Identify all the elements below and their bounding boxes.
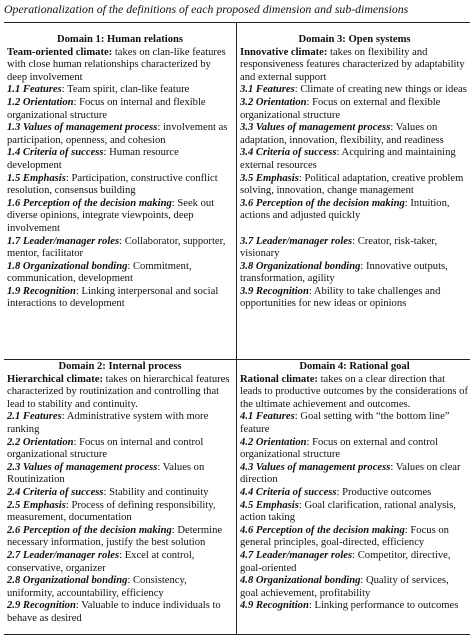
domain-3-definition xyxy=(240,47,469,85)
item-2-7 xyxy=(7,550,233,575)
item-text: : Participation, constructive conflict resolution, consensus building xyxy=(7,172,218,197)
item-label: 2.6 Perception of the decision making xyxy=(7,524,172,536)
item-2-5 xyxy=(7,500,233,525)
item-label: 4.5 Emphasis xyxy=(240,499,299,511)
item-label: 3.6 Perception of the decision making xyxy=(240,197,405,209)
item-text: : Seek out diverse opinions, integrate viewpoints, deep involvement xyxy=(7,197,215,234)
item-text: : Determine necessary information, justify the best solution xyxy=(7,524,223,549)
item-text: : Goal clarification, rational analysis, action taking xyxy=(240,499,456,524)
domain-2-climate-text: takes on hierarchical features characterized by routinization and controlling that lead to stability and continuity. xyxy=(7,373,230,410)
table-top-rule xyxy=(4,22,470,23)
item-4-4 xyxy=(240,487,469,500)
item-2-1 xyxy=(7,411,233,436)
item-label: 4.6 Perception of the decision making xyxy=(240,524,405,536)
item-label: 3.7 Leader/manager roles xyxy=(240,235,353,247)
item-4-8 xyxy=(240,575,469,600)
item-label: 1.8 Organizational bonding xyxy=(7,260,128,272)
item-3-6 xyxy=(240,198,469,223)
item-4-7 xyxy=(240,550,469,575)
item-label: 2.4 Criteria of success xyxy=(7,486,104,498)
item-text: : Values on adaptation, innovation, flexibility, and readiness xyxy=(240,122,444,146)
item-4-6 xyxy=(240,525,469,550)
table-bottom-rule xyxy=(4,634,470,635)
item-1-5 xyxy=(7,173,233,198)
domain-2-cell xyxy=(7,361,233,625)
item-text: : Political adaptation, creative problem solving, innovation, change management xyxy=(240,172,464,197)
domain-1-heading: Domain 1: Human relations xyxy=(56,34,184,45)
item-text: : Focus on internal and flexible organizational structure xyxy=(7,96,206,121)
domain-1-cell xyxy=(7,34,233,311)
item-text: : Acquiring and maintaining external resources xyxy=(240,147,456,171)
domain-3-cell xyxy=(240,34,469,311)
item-label: 3.2 Orientation xyxy=(240,96,307,108)
domain-1-climate-text: takes on clan-like features with close human relationships characterized by deep involvement xyxy=(7,46,226,83)
item-text: : Linking interpersonal and social interactions to development xyxy=(7,285,219,310)
item-3-2 xyxy=(240,97,469,122)
item-text: : Climate of creating new things or ideas xyxy=(294,84,467,96)
item-label: 1.5 Emphasis xyxy=(7,172,66,184)
item-text: : Collaborator, supporter, mentor, facilitator xyxy=(7,235,226,260)
item-text: : Administrative system with more ranking xyxy=(7,411,209,435)
item-label: 1.3 Values of management process xyxy=(7,122,158,134)
item-text: : Quality of services, goal achievement, profitability xyxy=(240,575,449,599)
item-label: 2.9 Recognition xyxy=(7,600,76,612)
item-label: 1.6 Perception of the decision making xyxy=(7,197,172,209)
item-label: 4.1 Features xyxy=(240,411,295,423)
item-label: 3.3 Values of management process xyxy=(240,122,391,134)
domain-3-climate-label: Innovative climate: xyxy=(240,46,328,58)
domain-1-climate-label: Team-oriented climate: xyxy=(7,46,113,58)
item-label: 2.7 Leader/manager roles xyxy=(7,549,120,561)
item-1-8 xyxy=(7,261,233,286)
item-text: : Competitor, directive, goal-oriented xyxy=(240,549,451,574)
item-label: 1.2 Orientation xyxy=(7,96,74,108)
item-text: : Team spirit, clan-like feature xyxy=(61,84,190,96)
item-1-6 xyxy=(7,198,233,236)
item-2-9 xyxy=(7,600,233,625)
item-text: : Process of defining responsibility, measurement, documentation xyxy=(7,499,216,524)
item-label: 3.5 Emphasis xyxy=(240,172,299,184)
item-label: 4.7 Leader/manager roles xyxy=(240,549,353,561)
domain-2-heading: Domain 2: Internal process xyxy=(58,361,182,372)
item-3-9 xyxy=(240,286,469,311)
item-2-8 xyxy=(7,575,233,600)
item-4-3 xyxy=(240,462,469,487)
item-text: : Consistency, uniformity, accountability, efficiency xyxy=(7,575,187,599)
domain-2-climate-label: Hierarchical climate: xyxy=(7,373,103,385)
item-label: 4.2 Orientation xyxy=(240,436,307,448)
item-text: : Focus on internal and control organizational structure xyxy=(7,436,204,461)
item-label: 1.1 Features xyxy=(7,84,62,96)
table-caption: Operationalization of the definitions of each proposed dimension and sub-dimensions xyxy=(4,2,409,16)
item-3-1 xyxy=(240,84,469,97)
item-label: 4.9 Recognition xyxy=(240,600,309,612)
item-label: 3.9 Recognition xyxy=(240,285,309,297)
item-text: : Values on clear direction xyxy=(240,461,461,486)
domain-1-definition xyxy=(7,47,233,85)
domain-3-climate-text: takes on flexibility and responsiveness features characterized by adaptability and external support xyxy=(240,46,465,83)
item-label: 3.8 Organizational bonding xyxy=(240,260,361,272)
item-text: : Innovative outputs, transformation, agility xyxy=(240,260,448,285)
item-label: 2.8 Organizational bonding xyxy=(7,575,128,587)
item-text: : Commitment, communication, development xyxy=(7,260,192,285)
item-label: 2.1 Features xyxy=(7,411,62,423)
item-3-8 xyxy=(240,261,469,286)
item-text: : involvement as participation, openness, and cohesion xyxy=(7,122,228,146)
domain-4-climate-text: takes on a clear direction that leads to productive outcomes by the considerations of the ultimate achievement and outcomes. xyxy=(240,373,469,410)
item-text: : Excel at control, conservative, organizer xyxy=(7,549,195,574)
item-label: 2.5 Emphasis xyxy=(7,499,66,511)
item-1-9 xyxy=(7,286,233,311)
item-4-2 xyxy=(240,437,469,462)
item-label: 2.2 Orientation xyxy=(7,436,74,448)
item-text: : Ability to take challenges and opportunities for new ideas or opinions xyxy=(240,285,441,310)
item-4-5 xyxy=(240,500,469,525)
domain-2-definition xyxy=(7,374,233,412)
item-3-4 xyxy=(240,147,469,172)
item-text: : Valuable to induce individuals to behave as desired xyxy=(7,600,221,624)
item-text: : Focus on general principles, goal-directed, efficiency xyxy=(240,524,449,549)
item-text: : Focus on external and flexible organizational structure xyxy=(240,96,441,121)
item-2-2 xyxy=(7,437,233,462)
item-text: : Productive outcomes xyxy=(336,486,432,498)
item-text: : Linking performance to outcomes xyxy=(308,600,459,612)
item-2-6 xyxy=(7,525,233,550)
item-text: : Goal setting with “the bottom line” feature xyxy=(240,411,450,435)
domain-4-climate-label: Rational climate: xyxy=(240,373,318,385)
item-2-3 xyxy=(7,462,233,487)
item-3-5 xyxy=(240,173,469,198)
item-4-1 xyxy=(240,411,469,436)
item-label: 4.3 Values of management process xyxy=(240,461,391,473)
item-text: : Intuition, actions and adjusted quickly xyxy=(240,197,450,222)
item-1-7 xyxy=(7,236,233,261)
item-label: 1.4 Criteria of success xyxy=(7,147,104,159)
domain-4-heading: Domain 4: Rational goal xyxy=(299,361,410,372)
item-label: 3.4 Criteria of success xyxy=(240,147,337,159)
item-2-4 xyxy=(7,487,233,500)
item-label: 4.8 Organizational bonding xyxy=(240,575,361,587)
domain-4-cell xyxy=(240,361,469,613)
item-1-4 xyxy=(7,147,233,172)
table-middle-rule xyxy=(4,359,470,360)
item-label: 1.7 Leader/manager roles xyxy=(7,235,120,247)
item-text: : Stability and continuity xyxy=(103,486,209,498)
column-divider xyxy=(236,22,237,634)
item-text: : Human resource development xyxy=(7,147,179,171)
domain-3-heading: Domain 3: Open systems xyxy=(298,34,411,45)
item-1-2 xyxy=(7,97,233,122)
item-label: 4.4 Criteria of success xyxy=(240,486,337,498)
item-4-9 xyxy=(240,600,469,613)
domain-4-definition xyxy=(240,374,469,412)
item-1-1 xyxy=(7,84,233,97)
item-3-3 xyxy=(240,122,469,147)
item-label: 1.9 Recognition xyxy=(7,285,76,297)
item-text: : Creator, risk-taker, visionary xyxy=(240,235,438,260)
item-text: : Focus on external and control organizational structure xyxy=(240,436,439,461)
item-1-3 xyxy=(7,122,233,147)
item-text: : Values on Routinization xyxy=(7,461,205,486)
item-label: 3.1 Features xyxy=(240,84,295,96)
item-3-7 xyxy=(240,236,469,261)
item-label: 2.3 Values of management process xyxy=(7,461,158,473)
spacer xyxy=(240,223,469,236)
